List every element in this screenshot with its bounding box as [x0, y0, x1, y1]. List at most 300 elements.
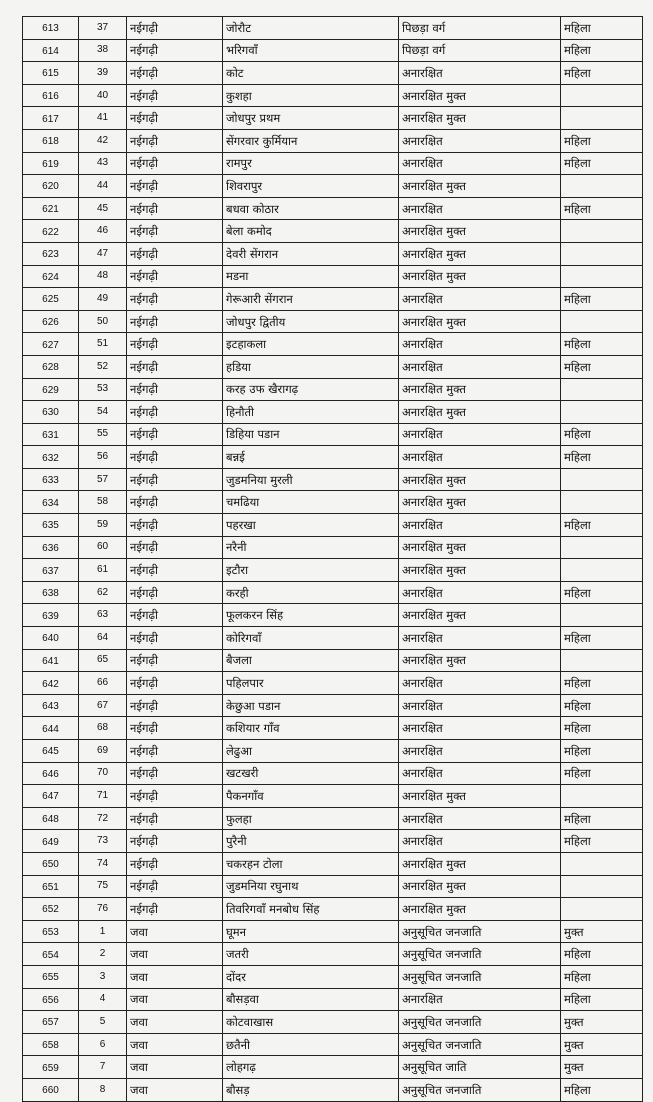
- serial-number-cell: 614: [23, 39, 79, 62]
- village-name-cell: कोटवाखास: [223, 1011, 399, 1034]
- reservation-category-cell: अनारक्षित मुक्त: [399, 536, 561, 559]
- village-name-cell: कुशहा: [223, 84, 399, 107]
- reservation-category-cell: अनुसूचित जाति: [399, 1056, 561, 1079]
- serial-number-cell: 656: [23, 988, 79, 1011]
- table-row: [23, 965, 643, 988]
- serial-number-cell: 659: [23, 1056, 79, 1079]
- village-number-cell: 58: [79, 491, 127, 514]
- serial-number-cell: 632: [23, 446, 79, 469]
- gender-category-cell: [561, 265, 643, 288]
- serial-number-cell: 628: [23, 355, 79, 378]
- table-row: [23, 17, 643, 40]
- gender-category-cell: [561, 468, 643, 491]
- village-name-cell: मडना: [223, 265, 399, 288]
- village-number-cell: 57: [79, 468, 127, 491]
- village-name-cell: देवरी सेंगरान: [223, 242, 399, 265]
- block-name-cell: नईगढ़ी: [127, 220, 223, 243]
- reservation-category-cell: अनारक्षित: [399, 807, 561, 830]
- reservation-category-cell: अनारक्षित: [399, 988, 561, 1011]
- table-row: [23, 807, 643, 830]
- block-name-cell: नईगढ़ी: [127, 197, 223, 220]
- table-row: [23, 333, 643, 356]
- village-number-cell: 69: [79, 740, 127, 763]
- village-number-cell: 50: [79, 310, 127, 333]
- serial-number-cell: 660: [23, 1078, 79, 1101]
- reservation-category-cell: अनारक्षित: [399, 581, 561, 604]
- gender-category-cell: [561, 491, 643, 514]
- village-name-cell: नरैनी: [223, 536, 399, 559]
- gender-category-cell: [561, 875, 643, 898]
- reservation-category-cell: अनारक्षित मुक्त: [399, 242, 561, 265]
- table-row: [23, 649, 643, 672]
- gender-category-cell: [561, 785, 643, 808]
- serial-number-cell: 627: [23, 333, 79, 356]
- village-number-cell: 1: [79, 920, 127, 943]
- reservation-category-cell: अनारक्षित: [399, 514, 561, 537]
- village-name-cell: रामपुर: [223, 152, 399, 175]
- village-name-cell: गेरूआरी सेंगरान: [223, 288, 399, 311]
- block-name-cell: नईगढ़ी: [127, 423, 223, 446]
- serial-number-cell: 642: [23, 672, 79, 695]
- block-name-cell: नईगढ़ी: [127, 84, 223, 107]
- gender-category-cell: महिला: [561, 39, 643, 62]
- serial-number-cell: 625: [23, 288, 79, 311]
- village-number-cell: 75: [79, 875, 127, 898]
- reservation-category-cell: अनारक्षित मुक्त: [399, 84, 561, 107]
- reservation-category-cell: अनारक्षित मुक्त: [399, 401, 561, 424]
- gender-category-cell: [561, 175, 643, 198]
- reservation-category-cell: अनारक्षित: [399, 355, 561, 378]
- serial-number-cell: 623: [23, 242, 79, 265]
- gender-category-cell: [561, 852, 643, 875]
- reservation-category-cell: अनारक्षित: [399, 288, 561, 311]
- serial-number-cell: 636: [23, 536, 79, 559]
- serial-number-cell: 624: [23, 265, 79, 288]
- reservation-category-cell: अनारक्षित मुक्त: [399, 785, 561, 808]
- block-name-cell: नईगढ़ी: [127, 694, 223, 717]
- gender-category-cell: महिला: [561, 672, 643, 695]
- village-number-cell: 56: [79, 446, 127, 469]
- table-row: [23, 1078, 643, 1101]
- gender-category-cell: महिला: [561, 1078, 643, 1101]
- table-row: [23, 1056, 643, 1079]
- village-name-cell: बौसड़वा: [223, 988, 399, 1011]
- serial-number-cell: 634: [23, 491, 79, 514]
- village-name-cell: छतैनी: [223, 1033, 399, 1056]
- table-row: [23, 175, 643, 198]
- table-row: [23, 1033, 643, 1056]
- block-name-cell: जवा: [127, 920, 223, 943]
- table-row: [23, 197, 643, 220]
- document-page: [22, 16, 642, 1102]
- village-name-cell: भरिगवाँ: [223, 39, 399, 62]
- village-number-cell: 37: [79, 17, 127, 40]
- gender-category-cell: महिला: [561, 333, 643, 356]
- block-name-cell: नईगढ़ी: [127, 175, 223, 198]
- block-name-cell: नईगढ़ी: [127, 852, 223, 875]
- table-row: [23, 604, 643, 627]
- block-name-cell: नईगढ़ी: [127, 152, 223, 175]
- village-name-cell: बन्नई: [223, 446, 399, 469]
- serial-number-cell: 645: [23, 740, 79, 763]
- gender-category-cell: महिला: [561, 627, 643, 650]
- gender-category-cell: [561, 107, 643, 130]
- serial-number-cell: 630: [23, 401, 79, 424]
- block-name-cell: जवा: [127, 1056, 223, 1079]
- block-name-cell: नईगढ़ी: [127, 491, 223, 514]
- table-row: [23, 220, 643, 243]
- village-name-cell: केछुआ पडान: [223, 694, 399, 717]
- village-number-cell: 5: [79, 1011, 127, 1034]
- gender-category-cell: [561, 898, 643, 921]
- reservation-category-cell: अनारक्षित मुक्त: [399, 491, 561, 514]
- serial-number-cell: 641: [23, 649, 79, 672]
- village-number-cell: 3: [79, 965, 127, 988]
- village-number-cell: 40: [79, 84, 127, 107]
- serial-number-cell: 648: [23, 807, 79, 830]
- village-name-cell: खटखरी: [223, 762, 399, 785]
- gender-category-cell: महिला: [561, 830, 643, 853]
- block-name-cell: नईगढ़ी: [127, 378, 223, 401]
- block-name-cell: नईगढ़ी: [127, 107, 223, 130]
- gender-category-cell: [561, 559, 643, 582]
- table-row: [23, 988, 643, 1011]
- serial-number-cell: 647: [23, 785, 79, 808]
- serial-number-cell: 617: [23, 107, 79, 130]
- village-number-cell: 48: [79, 265, 127, 288]
- table-row: [23, 423, 643, 446]
- reservation-table: [22, 16, 643, 1102]
- reservation-category-cell: अनारक्षित: [399, 717, 561, 740]
- village-name-cell: इटहाकला: [223, 333, 399, 356]
- block-name-cell: नईगढ़ी: [127, 310, 223, 333]
- gender-category-cell: महिला: [561, 62, 643, 85]
- table-row: [23, 875, 643, 898]
- village-number-cell: 52: [79, 355, 127, 378]
- table-body: [23, 17, 643, 1102]
- village-number-cell: 63: [79, 604, 127, 627]
- block-name-cell: नईगढ़ी: [127, 807, 223, 830]
- reservation-category-cell: अनारक्षित मुक्त: [399, 559, 561, 582]
- table-row: [23, 265, 643, 288]
- village-number-cell: 42: [79, 129, 127, 152]
- serial-number-cell: 644: [23, 717, 79, 740]
- block-name-cell: नईगढ़ी: [127, 355, 223, 378]
- table-row: [23, 152, 643, 175]
- village-name-cell: जुडमनिया मुरली: [223, 468, 399, 491]
- table-row: [23, 943, 643, 966]
- village-number-cell: 60: [79, 536, 127, 559]
- reservation-category-cell: अनुसूचित जनजाति: [399, 1033, 561, 1056]
- village-number-cell: 51: [79, 333, 127, 356]
- serial-number-cell: 658: [23, 1033, 79, 1056]
- gender-category-cell: महिला: [561, 965, 643, 988]
- gender-category-cell: महिला: [561, 943, 643, 966]
- gender-category-cell: महिला: [561, 762, 643, 785]
- reservation-category-cell: अनारक्षित: [399, 672, 561, 695]
- table-row: [23, 288, 643, 311]
- block-name-cell: नईगढ़ी: [127, 875, 223, 898]
- gender-category-cell: महिला: [561, 355, 643, 378]
- serial-number-cell: 649: [23, 830, 79, 853]
- reservation-category-cell: अनारक्षित: [399, 152, 561, 175]
- gender-category-cell: महिला: [561, 581, 643, 604]
- block-name-cell: नईगढ़ी: [127, 762, 223, 785]
- reservation-category-cell: अनारक्षित: [399, 333, 561, 356]
- reservation-category-cell: अनारक्षित: [399, 694, 561, 717]
- village-name-cell: पहिलपार: [223, 672, 399, 695]
- gender-category-cell: [561, 310, 643, 333]
- table-row: [23, 627, 643, 650]
- table-row: [23, 514, 643, 537]
- table-row: [23, 559, 643, 582]
- table-row: [23, 852, 643, 875]
- village-name-cell: डिहिया पडान: [223, 423, 399, 446]
- reservation-category-cell: अनारक्षित: [399, 197, 561, 220]
- block-name-cell: नईगढ़ी: [127, 333, 223, 356]
- block-name-cell: जवा: [127, 965, 223, 988]
- block-name-cell: नईगढ़ी: [127, 581, 223, 604]
- village-number-cell: 45: [79, 197, 127, 220]
- village-name-cell: चमढिया: [223, 491, 399, 514]
- serial-number-cell: 638: [23, 581, 79, 604]
- reservation-category-cell: अनारक्षित मुक्त: [399, 378, 561, 401]
- table-row: [23, 920, 643, 943]
- village-name-cell: फुलहा: [223, 807, 399, 830]
- serial-number-cell: 631: [23, 423, 79, 446]
- block-name-cell: नईगढ़ी: [127, 740, 223, 763]
- village-name-cell: जुडमनिया रघुनाथ: [223, 875, 399, 898]
- block-name-cell: नईगढ़ी: [127, 604, 223, 627]
- village-name-cell: बधवा कोठार: [223, 197, 399, 220]
- gender-category-cell: महिला: [561, 446, 643, 469]
- gender-category-cell: [561, 604, 643, 627]
- reservation-category-cell: अनारक्षित: [399, 762, 561, 785]
- village-number-cell: 43: [79, 152, 127, 175]
- gender-category-cell: महिला: [561, 514, 643, 537]
- village-name-cell: करह उफ खैरागढ़: [223, 378, 399, 401]
- gender-category-cell: [561, 401, 643, 424]
- village-name-cell: हिनौती: [223, 401, 399, 424]
- block-name-cell: जवा: [127, 988, 223, 1011]
- block-name-cell: नईगढ़ी: [127, 265, 223, 288]
- table-row: [23, 740, 643, 763]
- block-name-cell: नईगढ़ी: [127, 401, 223, 424]
- gender-category-cell: महिला: [561, 988, 643, 1011]
- block-name-cell: नईगढ़ी: [127, 898, 223, 921]
- village-name-cell: बेला कमोद: [223, 220, 399, 243]
- reservation-category-cell: अनारक्षित: [399, 830, 561, 853]
- gender-category-cell: महिला: [561, 717, 643, 740]
- table-row: [23, 581, 643, 604]
- village-number-cell: 8: [79, 1078, 127, 1101]
- block-name-cell: नईगढ़ी: [127, 242, 223, 265]
- village-number-cell: 70: [79, 762, 127, 785]
- serial-number-cell: 618: [23, 129, 79, 152]
- reservation-category-cell: अनुसूचित जनजाति: [399, 1011, 561, 1034]
- gender-category-cell: [561, 242, 643, 265]
- reservation-category-cell: अनारक्षित मुक्त: [399, 265, 561, 288]
- reservation-category-cell: अनारक्षित: [399, 627, 561, 650]
- village-number-cell: 53: [79, 378, 127, 401]
- table-row: [23, 242, 643, 265]
- serial-number-cell: 622: [23, 220, 79, 243]
- block-name-cell: नईगढ़ी: [127, 129, 223, 152]
- serial-number-cell: 629: [23, 378, 79, 401]
- gender-category-cell: महिला: [561, 152, 643, 175]
- reservation-category-cell: अनारक्षित: [399, 423, 561, 446]
- table-row: [23, 310, 643, 333]
- table-row: [23, 62, 643, 85]
- table-row: [23, 446, 643, 469]
- table-row: [23, 830, 643, 853]
- reservation-category-cell: अनुसूचित जनजाति: [399, 920, 561, 943]
- village-name-cell: हडिया: [223, 355, 399, 378]
- table-row: [23, 468, 643, 491]
- reservation-category-cell: अनारक्षित: [399, 740, 561, 763]
- village-number-cell: 54: [79, 401, 127, 424]
- reservation-category-cell: अनारक्षित मुक्त: [399, 649, 561, 672]
- serial-number-cell: 635: [23, 514, 79, 537]
- reservation-category-cell: अनारक्षित: [399, 129, 561, 152]
- gender-category-cell: महिला: [561, 694, 643, 717]
- table-row: [23, 694, 643, 717]
- block-name-cell: नईगढ़ी: [127, 17, 223, 40]
- table-row: [23, 129, 643, 152]
- gender-category-cell: महिला: [561, 197, 643, 220]
- serial-number-cell: 639: [23, 604, 79, 627]
- table-row: [23, 491, 643, 514]
- block-name-cell: जवा: [127, 1033, 223, 1056]
- block-name-cell: नईगढ़ी: [127, 468, 223, 491]
- serial-number-cell: 651: [23, 875, 79, 898]
- reservation-category-cell: अनारक्षित मुक्त: [399, 852, 561, 875]
- village-name-cell: कोरिगवाँ: [223, 627, 399, 650]
- block-name-cell: नईगढ़ी: [127, 649, 223, 672]
- serial-number-cell: 654: [23, 943, 79, 966]
- serial-number-cell: 657: [23, 1011, 79, 1034]
- block-name-cell: नईगढ़ी: [127, 536, 223, 559]
- table-row: [23, 717, 643, 740]
- serial-number-cell: 619: [23, 152, 79, 175]
- table-row: [23, 536, 643, 559]
- village-number-cell: 6: [79, 1033, 127, 1056]
- table-row: [23, 672, 643, 695]
- village-number-cell: 4: [79, 988, 127, 1011]
- reservation-category-cell: अनुसूचित जनजाति: [399, 1078, 561, 1101]
- reservation-category-cell: अनारक्षित मुक्त: [399, 107, 561, 130]
- village-name-cell: पुरैनी: [223, 830, 399, 853]
- village-number-cell: 62: [79, 581, 127, 604]
- village-number-cell: 74: [79, 852, 127, 875]
- serial-number-cell: 620: [23, 175, 79, 198]
- table-row: [23, 762, 643, 785]
- reservation-category-cell: अनारक्षित मुक्त: [399, 468, 561, 491]
- village-name-cell: पैकनगाँव: [223, 785, 399, 808]
- gender-category-cell: मुक्त: [561, 920, 643, 943]
- block-name-cell: नईगढ़ी: [127, 672, 223, 695]
- serial-number-cell: 613: [23, 17, 79, 40]
- table-row: [23, 355, 643, 378]
- village-number-cell: 73: [79, 830, 127, 853]
- reservation-category-cell: पिछड़ा वर्ग: [399, 39, 561, 62]
- serial-number-cell: 640: [23, 627, 79, 650]
- village-number-cell: 2: [79, 943, 127, 966]
- village-number-cell: 66: [79, 672, 127, 695]
- village-name-cell: जोरौट: [223, 17, 399, 40]
- village-number-cell: 59: [79, 514, 127, 537]
- table-row: [23, 401, 643, 424]
- serial-number-cell: 652: [23, 898, 79, 921]
- block-name-cell: नईगढ़ी: [127, 717, 223, 740]
- village-number-cell: 64: [79, 627, 127, 650]
- table-row: [23, 785, 643, 808]
- gender-category-cell: मुक्त: [561, 1056, 643, 1079]
- block-name-cell: जवा: [127, 1011, 223, 1034]
- village-name-cell: सेंगरवार कुर्मियान: [223, 129, 399, 152]
- block-name-cell: नईगढ़ी: [127, 830, 223, 853]
- gender-category-cell: महिला: [561, 807, 643, 830]
- village-name-cell: लोहगढ़: [223, 1056, 399, 1079]
- block-name-cell: नईगढ़ी: [127, 39, 223, 62]
- village-number-cell: 55: [79, 423, 127, 446]
- village-name-cell: बौसड़: [223, 1078, 399, 1101]
- serial-number-cell: 646: [23, 762, 79, 785]
- serial-number-cell: 626: [23, 310, 79, 333]
- gender-category-cell: [561, 536, 643, 559]
- village-name-cell: बैजला: [223, 649, 399, 672]
- village-name-cell: फूलकरन सिंह: [223, 604, 399, 627]
- gender-category-cell: मुक्त: [561, 1033, 643, 1056]
- serial-number-cell: 616: [23, 84, 79, 107]
- serial-number-cell: 633: [23, 468, 79, 491]
- village-number-cell: 46: [79, 220, 127, 243]
- reservation-category-cell: अनारक्षित मुक्त: [399, 220, 561, 243]
- village-name-cell: घूमन: [223, 920, 399, 943]
- table-row: [23, 107, 643, 130]
- gender-category-cell: मुक्त: [561, 1011, 643, 1034]
- gender-category-cell: [561, 649, 643, 672]
- village-name-cell: पहरखा: [223, 514, 399, 537]
- village-number-cell: 39: [79, 62, 127, 85]
- reservation-category-cell: अनारक्षित मुक्त: [399, 604, 561, 627]
- gender-category-cell: [561, 220, 643, 243]
- serial-number-cell: 643: [23, 694, 79, 717]
- gender-category-cell: महिला: [561, 288, 643, 311]
- village-name-cell: तिवरिगवाँ मनबोध सिंह: [223, 898, 399, 921]
- village-name-cell: इटौरा: [223, 559, 399, 582]
- village-name-cell: जतरी: [223, 943, 399, 966]
- reservation-category-cell: अनुसूचित जनजाति: [399, 965, 561, 988]
- village-number-cell: 47: [79, 242, 127, 265]
- block-name-cell: जवा: [127, 943, 223, 966]
- table-row: [23, 898, 643, 921]
- serial-number-cell: 637: [23, 559, 79, 582]
- block-name-cell: नईगढ़ी: [127, 62, 223, 85]
- village-number-cell: 65: [79, 649, 127, 672]
- village-number-cell: 44: [79, 175, 127, 198]
- serial-number-cell: 650: [23, 852, 79, 875]
- village-name-cell: दोंदर: [223, 965, 399, 988]
- village-number-cell: 61: [79, 559, 127, 582]
- serial-number-cell: 615: [23, 62, 79, 85]
- block-name-cell: नईगढ़ी: [127, 514, 223, 537]
- reservation-category-cell: अनारक्षित मुक्त: [399, 898, 561, 921]
- village-number-cell: 72: [79, 807, 127, 830]
- reservation-category-cell: अनारक्षित: [399, 446, 561, 469]
- village-name-cell: कोट: [223, 62, 399, 85]
- village-number-cell: 68: [79, 717, 127, 740]
